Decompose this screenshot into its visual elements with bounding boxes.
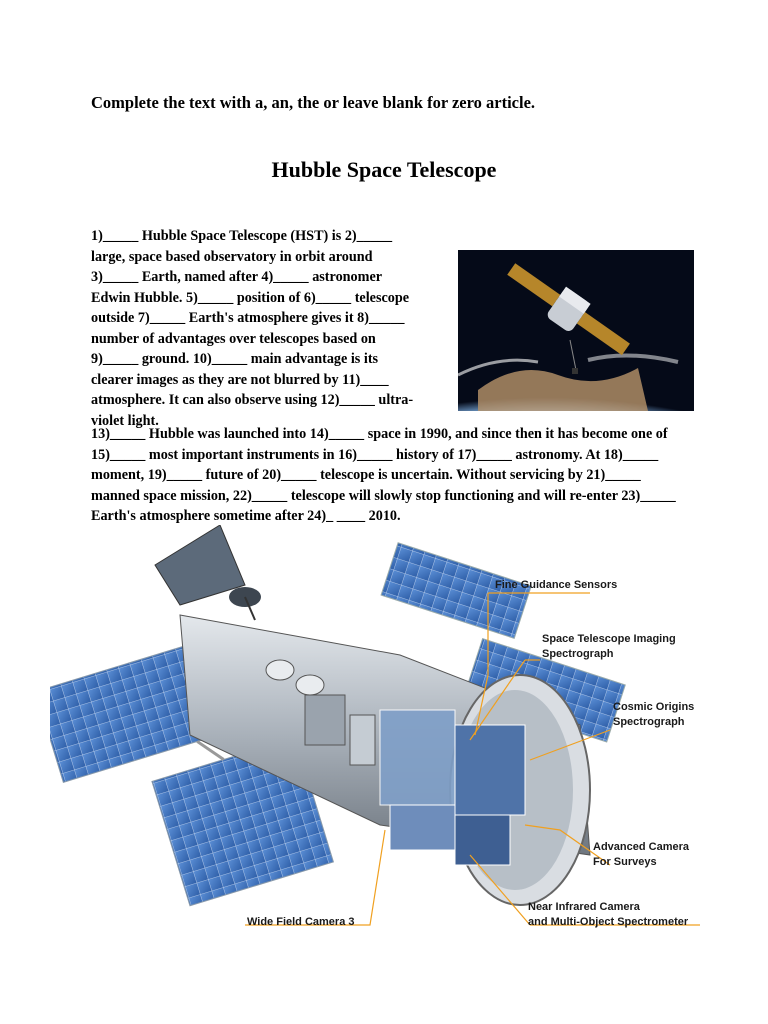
image-wrap-spacer <box>445 247 681 408</box>
paragraph-1 <box>91 226 681 431</box>
paragraph-1-text: 1)_____ Hubble Space Telescope (HST) is 2)_____ large, space based observatory in orbit around 3)_____ Earth, named after 4)_____ astronomer Edwin Hubble. 5)_____ position of 6)_____ telescope outside 7)_____ Earth's atmosphere gives it 8)_____ number of advantages over telescopes based on 9)_____ ground. 10)_____ main advantage is its clearer images as they are not blurred by 11)____ atmosphere. It can also observe using 12)_____ ultra-violet light. <box>91 228 414 429</box>
label-cos: Cosmic Origins Spectrograph <box>613 701 695 728</box>
page-title: Hubble Space Telescope <box>271 157 497 182</box>
label-nicmos: Near Infrared Camera and Multi-Object Spectrometer <box>528 901 689 928</box>
label-fine-guidance-sensors: Fine Guidance Sensors <box>495 579 618 591</box>
hubble-cutaway-diagram <box>50 525 720 945</box>
instruction-text: Complete the text with a, an, the or leave blank for zero article. <box>91 93 536 112</box>
label-wfc3: Wide Field Camera 3 <box>247 916 355 928</box>
paragraph-2: 13)_____ Hubble was launched into 14)_____ space in 1990, and since then it has become one of 15)_____ most important instruments in 16)_____ history of 17)_____ astronomy. At 18)_____ moment, 19)_____ future of 20)_____ telescope is uncertain. Without servicing by 21)_____ manned space mission, 22)_____ telescope will slowly stop functioning and will re-enter 23)_____ Earth's atmosphere sometime after 24)_ ____ 2010. <box>91 426 676 524</box>
label-stis: Space Telescope Imaging Spectrograph <box>542 633 676 660</box>
label-acs: Advanced Camera For Surveys <box>593 841 689 868</box>
